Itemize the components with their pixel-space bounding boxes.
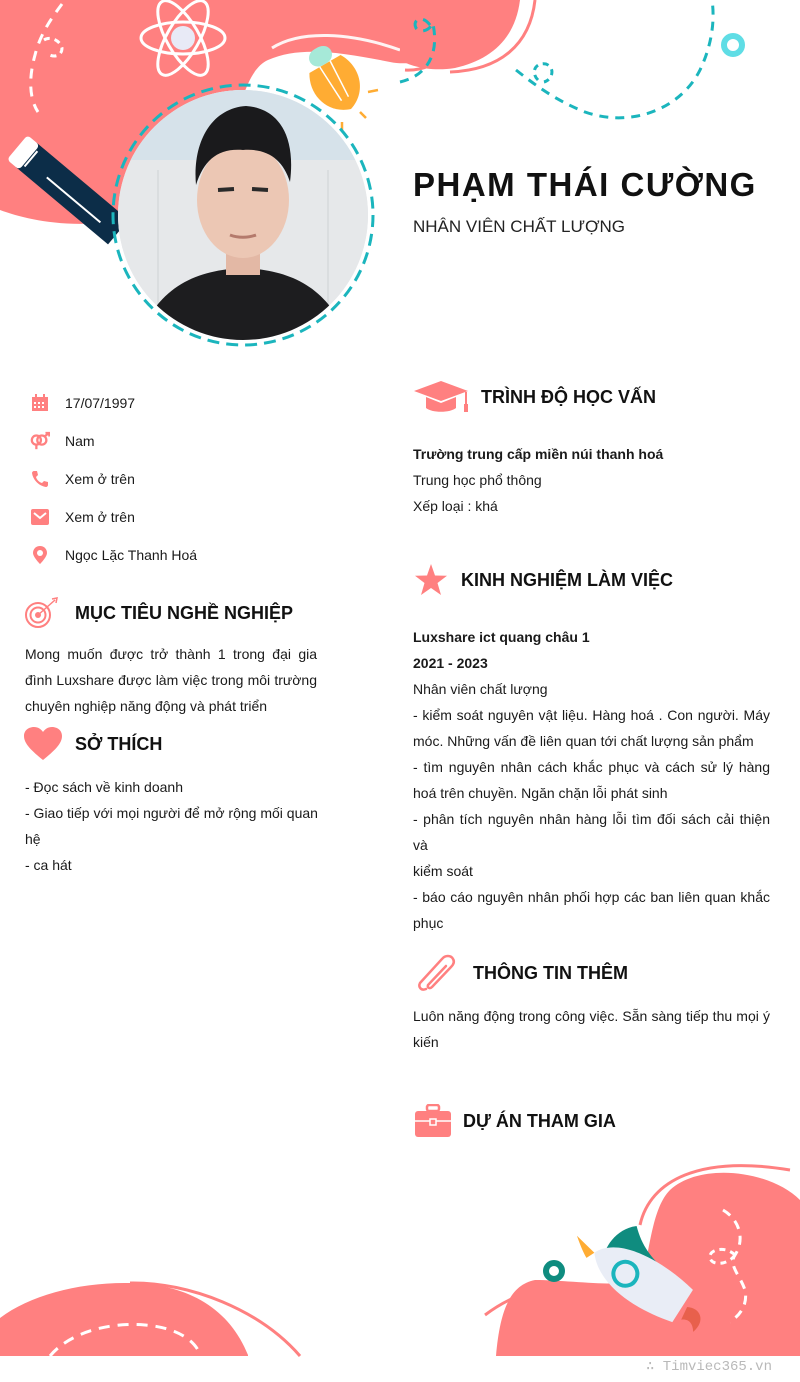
candidate-job-title: NHÂN VIÊN CHẤT LƯỢNG (413, 217, 626, 236)
projects-heading (415, 1104, 616, 1138)
experience-title: KINH NGHIỆM LÀM VIỆC (461, 569, 674, 590)
experience-line: - tìm nguyên nhân cách khắc phục và cách sử lý hàng (413, 759, 770, 775)
hobby-line: - Giao tiếp với mọi người để mở rộng mối quan (25, 805, 318, 821)
hobbies-heading (24, 727, 162, 761)
contact-email (30, 498, 330, 536)
email-value: Xem ở trên (65, 509, 135, 525)
hobby-line: - Đọc sách về kinh doanh (25, 779, 183, 795)
candidate-name: PHẠM THÁI CƯỜNG (413, 166, 757, 203)
target-icon (24, 597, 60, 629)
heart-icon (24, 727, 62, 761)
calendar-icon (30, 393, 50, 413)
objective-title: MỤC TIÊU NGHỀ NGHIỆP (75, 602, 294, 623)
watermark: ∴ Timviec365.vn (645, 1359, 772, 1375)
graduation-cap-icon (414, 380, 470, 414)
education-school: Trường trung cấp miền núi thanh hoá (413, 446, 664, 462)
contact-birthday (30, 384, 330, 422)
experience-period: 2021 - 2023 (413, 655, 488, 671)
education-title: TRÌNH ĐỘ HỌC VẤN (481, 386, 656, 407)
gender-value: Nam (65, 433, 95, 449)
objective-line: Mong muốn được trở thành 1 trong đại gia (25, 646, 317, 662)
experience-line: phục (413, 915, 444, 931)
education-heading (414, 380, 656, 414)
experience-position: Nhân viên chất lượng (413, 681, 548, 697)
briefcase-icon (415, 1104, 451, 1138)
experience-line: - báo cáo nguyên nhân phối hợp các ban liên quan khắc (413, 889, 770, 905)
experience-line: hoá trên chuyền. Ngăn chặn lỗi phát sinh (413, 785, 668, 801)
hobby-line: - ca hát (25, 857, 72, 873)
experience-line: - kiểm soát nguyên vật liệu. Hàng hoá . Con người. Máy (413, 707, 770, 723)
objective-heading (24, 597, 293, 629)
contact-phone (30, 460, 330, 498)
experience-heading (414, 563, 673, 597)
profile-photo (118, 90, 368, 340)
objective-line: chuyên nghiệp năng động và phát triển (25, 698, 268, 714)
objective-line: đình Luxshare được làm việc trong môi trường (25, 672, 317, 688)
location-pin-icon (30, 545, 50, 565)
additional-info-title: THÔNG TIN THÊM (473, 962, 628, 983)
additional-info-line: kiến (413, 1034, 439, 1050)
gender-icon (30, 431, 50, 451)
contact-gender (30, 422, 330, 460)
phone-icon (30, 469, 50, 489)
email-icon (30, 507, 50, 527)
projects-title: DỰ ÁN THAM GIA (463, 1110, 616, 1131)
hobbies-text (25, 774, 325, 878)
experience-details (413, 624, 770, 936)
education-grade: Xếp loại : khá (413, 498, 498, 514)
education-level: Trung học phổ thông (413, 472, 542, 488)
contact-address (30, 536, 330, 574)
education-details (413, 441, 773, 519)
birthday-value: 17/07/1997 (65, 395, 136, 411)
footer-decoration (0, 1150, 800, 1360)
contact-list (30, 384, 330, 574)
hobby-line: hệ (25, 831, 41, 847)
paperclip-icon (416, 953, 458, 993)
additional-info-line: Luôn năng động trong công việc. Sẵn sàng tiếp thu mọi ý (413, 1008, 770, 1024)
hobbies-title: SỞ THÍCH (75, 733, 163, 754)
additional-info-heading (416, 953, 628, 993)
profile-photo-frame (110, 82, 376, 348)
star-icon (414, 563, 448, 597)
experience-line: móc. Những vấn đề liên quan tới chất lượng sản phẩm (413, 733, 754, 749)
experience-company: Luxshare ict quang châu 1 (413, 629, 590, 645)
address-value: Ngọc Lặc Thanh Hoá (65, 547, 198, 563)
experience-line: - phân tích nguyên nhân hàng lỗi tìm đối sách cải thiện và (413, 811, 770, 853)
experience-line: kiểm soát (413, 863, 473, 879)
phone-value: Xem ở trên (65, 471, 135, 487)
objective-text (25, 641, 317, 719)
additional-info-text (413, 1003, 770, 1055)
